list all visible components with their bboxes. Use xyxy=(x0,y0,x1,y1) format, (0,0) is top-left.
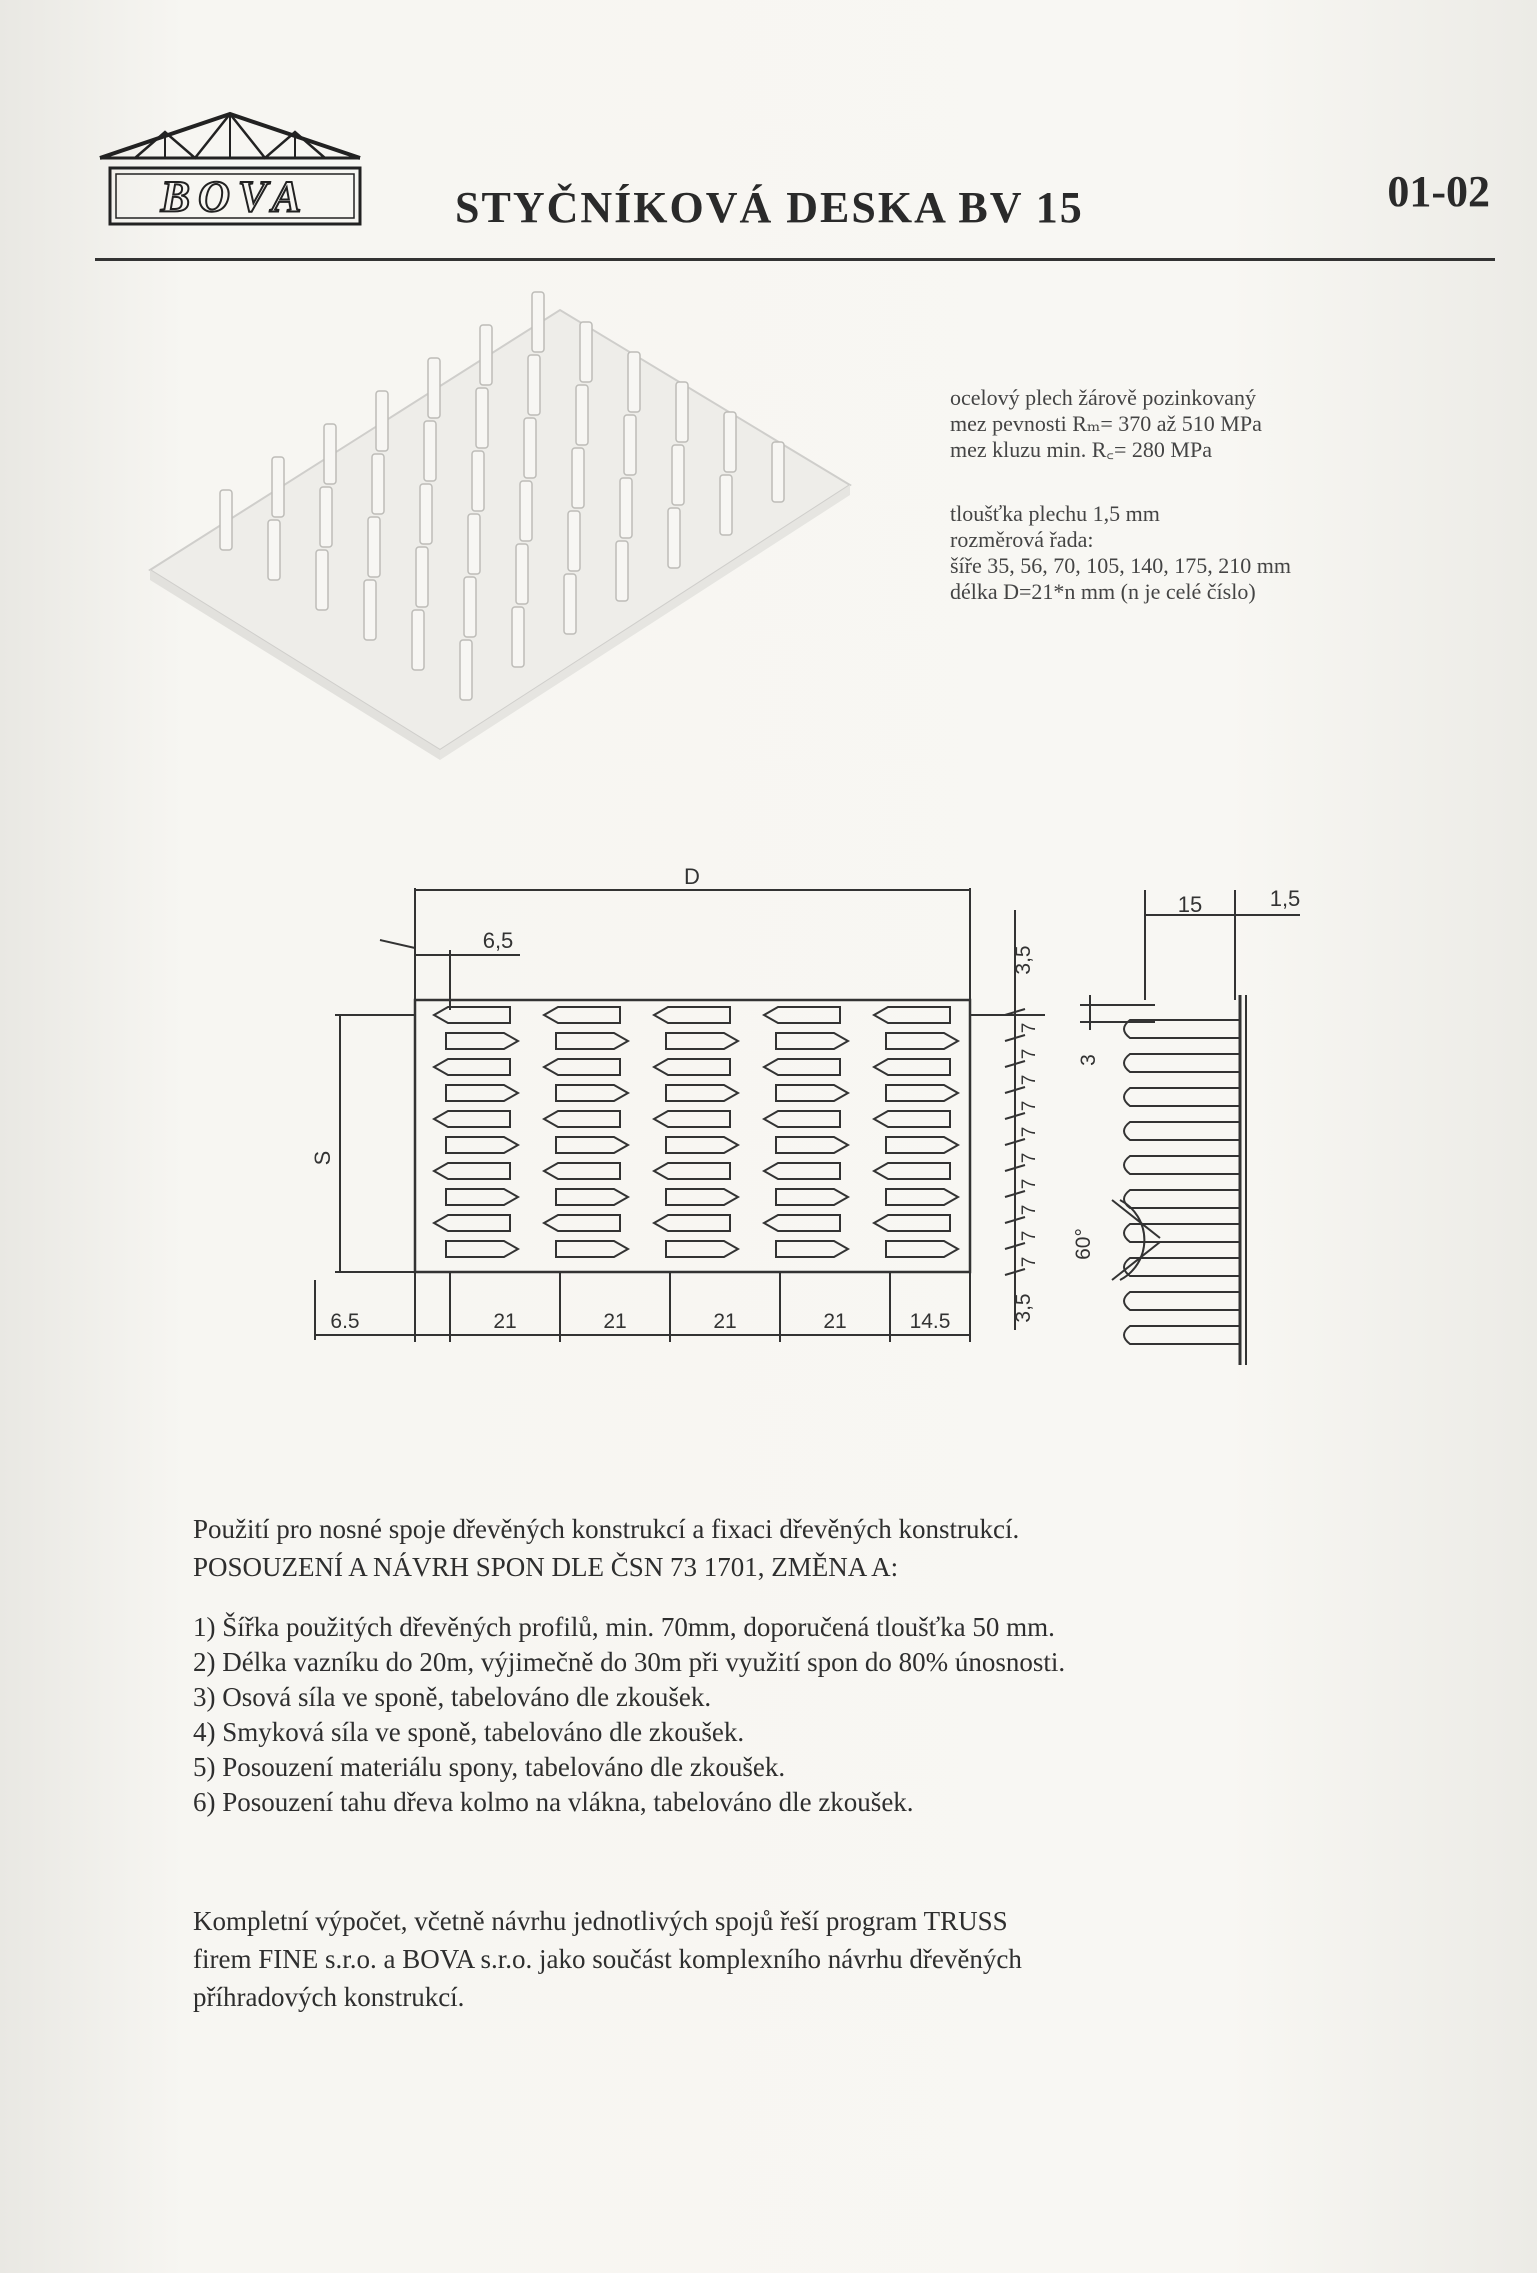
dim-15: 15 xyxy=(1177,892,1203,917)
slot xyxy=(544,1163,620,1179)
slot xyxy=(544,1059,620,1075)
tooth xyxy=(1124,1156,1240,1174)
slot xyxy=(776,1189,848,1205)
spike xyxy=(564,574,576,634)
list-item: 5) Posouzení materiálu spony, tabelováno dle zkoušek. xyxy=(193,1752,786,1782)
bottom-dim: 21 xyxy=(823,1310,847,1333)
angle-label: 60° xyxy=(1072,1228,1095,1260)
slot xyxy=(776,1085,848,1101)
bottom-dim: 21 xyxy=(603,1310,627,1333)
requirements-list xyxy=(193,1610,1443,1820)
slot xyxy=(874,1111,950,1127)
spike xyxy=(572,448,584,508)
slot xyxy=(874,1163,950,1179)
spec-line: rozměrová řada: xyxy=(950,527,1094,552)
spike xyxy=(316,550,328,610)
spike xyxy=(628,352,640,412)
spike xyxy=(524,418,536,478)
bottom-dim: 14.5 xyxy=(909,1310,951,1333)
spike xyxy=(668,508,680,568)
spike xyxy=(372,454,384,514)
logo-text: BOVA xyxy=(160,172,310,221)
list-item: 3) Osová síla ve sponě, tabelováno dle zkoušek. xyxy=(193,1682,712,1712)
slot xyxy=(556,1241,628,1257)
slot xyxy=(874,1007,950,1023)
spike xyxy=(520,481,532,541)
plate-illustration xyxy=(140,280,860,800)
slot xyxy=(556,1137,628,1153)
specifications xyxy=(950,385,1470,605)
bova-logo xyxy=(90,110,370,230)
spike xyxy=(512,607,524,667)
spike xyxy=(460,640,472,700)
slot xyxy=(556,1085,628,1101)
dim-7: 7 xyxy=(1019,1230,1040,1242)
slot xyxy=(776,1241,848,1257)
list-item: 4) Smyková síla ve sponě, tabelováno dle zkoušek. xyxy=(193,1717,745,1747)
dim-3: 3 xyxy=(1077,1054,1100,1066)
bottom-dim: 21 xyxy=(493,1310,517,1333)
spike xyxy=(720,475,732,535)
spike xyxy=(772,442,784,502)
spike xyxy=(420,484,432,544)
dim-3-5-top: 3,5 xyxy=(1012,945,1035,975)
slot xyxy=(544,1007,620,1023)
tooth xyxy=(1124,1190,1240,1208)
slot xyxy=(886,1033,958,1049)
tooth xyxy=(1124,1088,1240,1106)
slot xyxy=(544,1111,620,1127)
slot xyxy=(654,1007,730,1023)
spike xyxy=(464,577,476,637)
list-item: 6) Posouzení tahu dřeva kolmo na vlákna, tabelováno dle zkoušek. xyxy=(193,1787,914,1817)
list-item: 1) Šířka použitých dřevěných profilů, min. 70mm, doporučená tloušťka 50 mm. xyxy=(193,1612,1055,1642)
spike xyxy=(472,451,484,511)
spike xyxy=(624,415,636,475)
spike xyxy=(532,292,544,352)
slot xyxy=(446,1189,518,1205)
slot xyxy=(654,1111,730,1127)
closing-line: firem FINE s.r.o. a BOVA s.r.o. jako součást komplexního návrhu dřevěných xyxy=(193,1944,1022,1974)
slot xyxy=(446,1241,518,1257)
technical-drawing xyxy=(300,860,1340,1460)
spike xyxy=(320,487,332,547)
bottom-dim: 6.5 xyxy=(330,1310,360,1333)
slot xyxy=(764,1163,840,1179)
spec-line: délka D=21*n mm (n je celé číslo) xyxy=(950,579,1256,604)
slot xyxy=(434,1007,510,1023)
slot xyxy=(776,1033,848,1049)
slot xyxy=(544,1215,620,1231)
dim-7: 7 xyxy=(1019,1256,1040,1268)
spike xyxy=(424,421,436,481)
spike xyxy=(412,610,424,670)
slot xyxy=(886,1085,958,1101)
slot xyxy=(764,1007,840,1023)
spike xyxy=(428,358,440,418)
spike xyxy=(516,544,528,604)
spike xyxy=(468,514,480,574)
spike xyxy=(580,322,592,382)
dim-7: 7 xyxy=(1019,1178,1040,1190)
dim-7: 7 xyxy=(1019,1074,1040,1086)
spike xyxy=(476,388,488,448)
slot xyxy=(874,1059,950,1075)
usage-text: Použití pro nosné spoje dřevěných konstrukcí a fixaci dřevěných konstrukcí. xyxy=(193,1514,1020,1544)
tooth xyxy=(1124,1326,1240,1344)
header-divider xyxy=(95,258,1495,261)
slot xyxy=(556,1033,628,1049)
slot xyxy=(666,1189,738,1205)
dim-7: 7 xyxy=(1019,1126,1040,1138)
page-title: STYČNÍKOVÁ DESKA BV 15 xyxy=(455,183,1084,232)
dim-7: 7 xyxy=(1019,1204,1040,1216)
closing-line: Kompletní výpočet, včetně návrhu jednotlivých spojů řeší program TRUSS xyxy=(193,1906,1008,1936)
spike xyxy=(220,490,232,550)
slot xyxy=(666,1137,738,1153)
spike xyxy=(620,478,632,538)
slot xyxy=(874,1215,950,1231)
spec-line: ocelový plech žárově pozinkovaný xyxy=(950,385,1257,410)
slot xyxy=(434,1215,510,1231)
tooth xyxy=(1124,1054,1240,1072)
spike xyxy=(576,385,588,445)
slot xyxy=(886,1137,958,1153)
slot xyxy=(446,1137,518,1153)
spike xyxy=(616,541,628,601)
list-item: 2) Délka vazníku do 20m, výjimečně do 30m při využití spon do 80% únosnosti. xyxy=(193,1647,1066,1677)
spec-line: tloušťka plechu 1,5 mm xyxy=(950,501,1160,526)
spike xyxy=(480,325,492,385)
body-text xyxy=(193,1510,1443,2016)
slot xyxy=(434,1111,510,1127)
spec-line: mez kluzu min. R꜀= 280 MPa xyxy=(950,437,1212,462)
spike xyxy=(272,457,284,517)
closing-line: příhradových konstrukcí. xyxy=(193,1982,465,2012)
slot xyxy=(666,1033,738,1049)
dim-7: 7 xyxy=(1019,1022,1040,1034)
header xyxy=(90,110,1490,260)
dim-7: 7 xyxy=(1019,1100,1040,1112)
slot xyxy=(654,1059,730,1075)
slot xyxy=(764,1215,840,1231)
spike xyxy=(376,391,388,451)
slot xyxy=(666,1085,738,1101)
spike xyxy=(528,355,540,415)
document-code: 01-02 xyxy=(1387,167,1490,216)
spike xyxy=(416,547,428,607)
spike xyxy=(672,445,684,505)
slot xyxy=(666,1241,738,1257)
slot xyxy=(446,1033,518,1049)
slot xyxy=(654,1215,730,1231)
spike xyxy=(364,580,376,640)
spike xyxy=(368,517,380,577)
dim-7: 7 xyxy=(1019,1048,1040,1060)
tooth xyxy=(1124,1258,1240,1276)
spike xyxy=(724,412,736,472)
spike xyxy=(676,382,688,442)
slot xyxy=(556,1189,628,1205)
dim-3-5-bottom: 3,5 xyxy=(1012,1293,1035,1323)
bottom-dim: 21 xyxy=(713,1310,737,1333)
spec-line: mez pevnosti Rₘ= 370 až 510 MPa xyxy=(950,411,1262,436)
slot-pattern xyxy=(434,1007,958,1257)
slot xyxy=(434,1163,510,1179)
slot xyxy=(776,1137,848,1153)
dim-1-5: 1,5 xyxy=(1269,886,1301,911)
assessment-heading: POSOUZENÍ A NÁVRH SPON DLE ČSN 73 1701, ZMĚNA A: xyxy=(193,1552,899,1582)
slot xyxy=(886,1241,958,1257)
slot xyxy=(764,1111,840,1127)
dim-6-5-top: 6,5 xyxy=(482,928,514,953)
spike xyxy=(324,424,336,484)
spike xyxy=(568,511,580,571)
spec-line: šíře 35, 56, 70, 105, 140, 175, 210 mm xyxy=(950,553,1291,578)
closing-text xyxy=(193,1902,1443,2016)
slot xyxy=(434,1059,510,1075)
slot xyxy=(654,1163,730,1179)
tooth xyxy=(1124,1122,1240,1140)
slot xyxy=(764,1059,840,1075)
dim-label-d: D xyxy=(684,864,700,889)
slot xyxy=(446,1085,518,1101)
dim-7: 7 xyxy=(1019,1152,1040,1164)
dim-label-s: S xyxy=(310,1150,335,1166)
tooth xyxy=(1124,1292,1240,1310)
slot xyxy=(886,1189,958,1205)
spike xyxy=(268,520,280,580)
